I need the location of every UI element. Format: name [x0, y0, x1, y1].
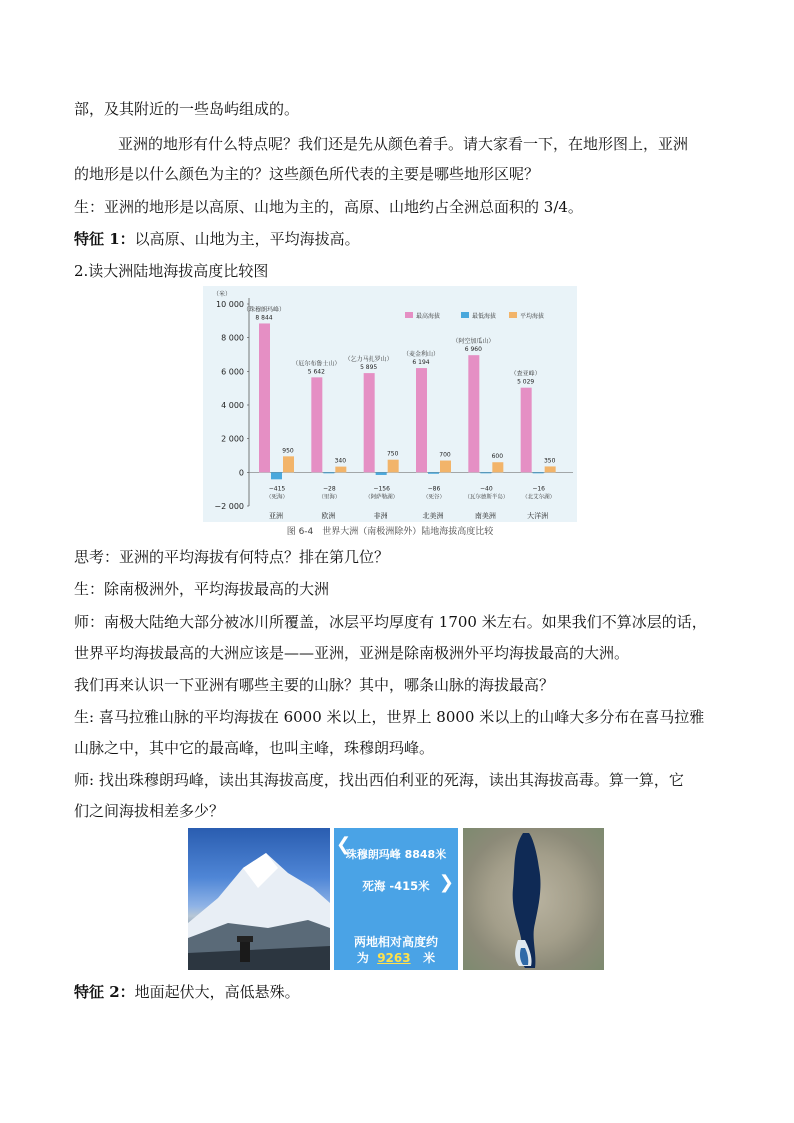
y-tick-label: 0 [238, 468, 244, 478]
elevation-comparison-figure [188, 828, 604, 970]
data-label: −16 [532, 485, 546, 493]
bar-平均海拔 [335, 467, 346, 473]
chart-svg [203, 286, 577, 522]
bar-最高海拔 [468, 355, 479, 472]
bar-平均海拔 [388, 460, 399, 473]
low-name: （瓦尔德斯半岛） [464, 494, 509, 501]
y-tick-label: 2 000 [221, 434, 244, 444]
data-label: 700 [439, 451, 451, 459]
deadsea-label: 死海 -415米 [362, 879, 430, 893]
everest-label: 珠穆朗玛峰 8848米 [345, 848, 447, 861]
legend-swatch [509, 312, 517, 318]
everest-photo [188, 828, 330, 970]
category-label: 大洋洲 [527, 512, 549, 520]
peak-name: （查亚峰） [510, 370, 541, 378]
question-line-1: 两地相对高度约 [353, 935, 438, 949]
bar-平均海拔 [492, 462, 503, 472]
legend-label: 平均海拔 [520, 313, 545, 320]
paragraph-line: 生: 喜马拉雅山脉的平均海拔在 6000 米以上，世界上 8000 米以上的山峰大多分布在喜马拉雅 [74, 708, 705, 726]
bar-最高海拔 [311, 377, 322, 472]
paragraph-line: 师：南极大陆绝大部分被冰川所覆盖，冰层平均厚度有 1700 米左右。如果我们不算冰层的话， [74, 613, 707, 631]
data-label: 5 029 [517, 378, 535, 386]
peak-name: （阿空加瓜山） [452, 338, 495, 346]
peak-name: （珠穆朗玛峰） [242, 306, 286, 314]
y-tick-label: 8 000 [221, 333, 244, 343]
feature-label: 特征 1： [74, 230, 135, 248]
y-tick-label: 10 000 [216, 300, 244, 309]
data-label: 340 [334, 457, 347, 465]
category-label: 欧洲 [321, 512, 336, 520]
bar-最高海拔 [259, 323, 270, 472]
data-label: 5 895 [360, 364, 378, 372]
elevation-chart [203, 286, 577, 522]
data-label: 8 844 [255, 314, 273, 322]
data-label: −28 [322, 485, 336, 493]
paragraph-line: 们之间海拔相差多少？ [74, 802, 225, 820]
paragraph-line: 我们再来认识一下亚洲有哪些主要的山脉？其中，哪条山脉的海拔最高？ [74, 676, 555, 694]
answer-value: 9263 [377, 951, 411, 965]
mountain-image [188, 828, 330, 970]
bar-最低海拔 [271, 472, 282, 479]
feature-text: 地面起伏大，高低悬殊。 [134, 983, 300, 1001]
peak-name: （麦金利山） [402, 351, 440, 359]
feature-2 [74, 983, 724, 1001]
bar-最高海拔 [521, 388, 532, 473]
bar-最高海拔 [364, 373, 375, 472]
legend-swatch [461, 312, 469, 318]
bar-平均海拔 [283, 456, 294, 472]
legend-label: 最低海拔 [472, 313, 497, 320]
data-label: −415 [268, 485, 286, 493]
category-label: 南美洲 [474, 512, 496, 520]
y-tick-label: 4 000 [221, 401, 244, 410]
category-label: 非洲 [373, 512, 388, 520]
bar-最低海拔 [428, 472, 439, 473]
paragraph-line: 亚洲的地形有什么特点呢？我们还是先从颜色着手。请大家看一下，在地形图上，亚洲 [118, 135, 689, 153]
bar-平均海拔 [545, 466, 556, 472]
y-tick-label: 6 000 [221, 367, 244, 377]
bar-最低海拔 [323, 472, 334, 473]
category-label: 北美洲 [422, 512, 444, 520]
data-label: −156 [373, 485, 390, 493]
y-tick-label: −2 000 [214, 502, 244, 511]
paragraph-line: 思考：亚洲的平均海拔有何特点？排在第几位？ [74, 548, 390, 566]
arrow-right-icon: ❯ [438, 872, 454, 893]
data-label: 6 960 [464, 346, 482, 354]
paragraph-line: 的地形是以什么颜色为主的？这些颜色所代表的主要是哪些地形区呢？ [74, 165, 540, 183]
figure-caption: 图 6-4 世界大洲（南极洲除外）陆地海拔高度比较 [286, 527, 494, 537]
section-heading: 2.读大洲陆地海拔高度比较图 [74, 262, 269, 280]
low-name: （死海） [265, 494, 289, 501]
peak-name: （厄尔布鲁士山） [292, 360, 341, 368]
y-unit-label: （米） [213, 291, 232, 298]
bar-最高海拔 [416, 368, 427, 472]
data-label: 750 [386, 450, 399, 458]
paragraph-line: 山脉之中，其中它的最高峰，也叫主峰，珠穆朗玛峰。 [74, 739, 435, 757]
paragraph-line: 生：除南极洲外，平均海拔最高的大洲 [74, 580, 330, 598]
paragraph-line: 部，及其附近的一些岛屿组成的。 [74, 100, 300, 118]
feature-1 [74, 230, 724, 248]
data-label: 6 194 [412, 359, 430, 367]
arrow-left-icon: ❮ [336, 834, 352, 855]
info-panel [334, 828, 458, 970]
data-label: 350 [543, 457, 556, 465]
bar-平均海拔 [440, 461, 451, 473]
low-name: （死谷） [422, 494, 446, 501]
feature-text: 以高原、山地为主，平均海拔高。 [134, 230, 360, 248]
legend-swatch [405, 312, 413, 318]
data-label: 5 642 [307, 368, 325, 376]
question-line-2: 为 9263 米 [356, 951, 436, 965]
data-label: 600 [491, 453, 504, 461]
data-label: −40 [479, 485, 493, 493]
low-name: （阿萨勒湖） [365, 494, 399, 501]
legend-label: 最高海拔 [416, 313, 441, 320]
paragraph-line: 世界平均海拔最高的大洲应该是——亚洲，亚洲是除南极洲外平均海拔最高的大洲。 [74, 644, 630, 662]
data-label: −86 [427, 485, 441, 493]
low-name: （里海） [318, 494, 341, 501]
bar-最低海拔 [533, 472, 544, 473]
feature-label: 特征 2： [74, 983, 135, 1001]
paragraph-line: 师: 找出珠穆朗玛峰，读出其海拔高度，找出西伯利亚的死海，读出其海拔高毒。算一算，它 [74, 771, 684, 789]
satellite-image [463, 828, 604, 970]
peak-name: （乞力马扎罗山） [344, 356, 393, 364]
bar-最低海拔 [376, 472, 387, 475]
deadsea-satellite-photo [463, 828, 604, 970]
paragraph-line: 生：亚洲的地形是以高原、山地为主的，高原、山地约占全洲总面积的 3/4。 [74, 198, 583, 216]
category-label: 亚洲 [269, 512, 283, 520]
bar-最低海拔 [480, 472, 491, 473]
low-name: （北艾尔湖） [522, 494, 556, 501]
data-label: 950 [282, 447, 294, 455]
